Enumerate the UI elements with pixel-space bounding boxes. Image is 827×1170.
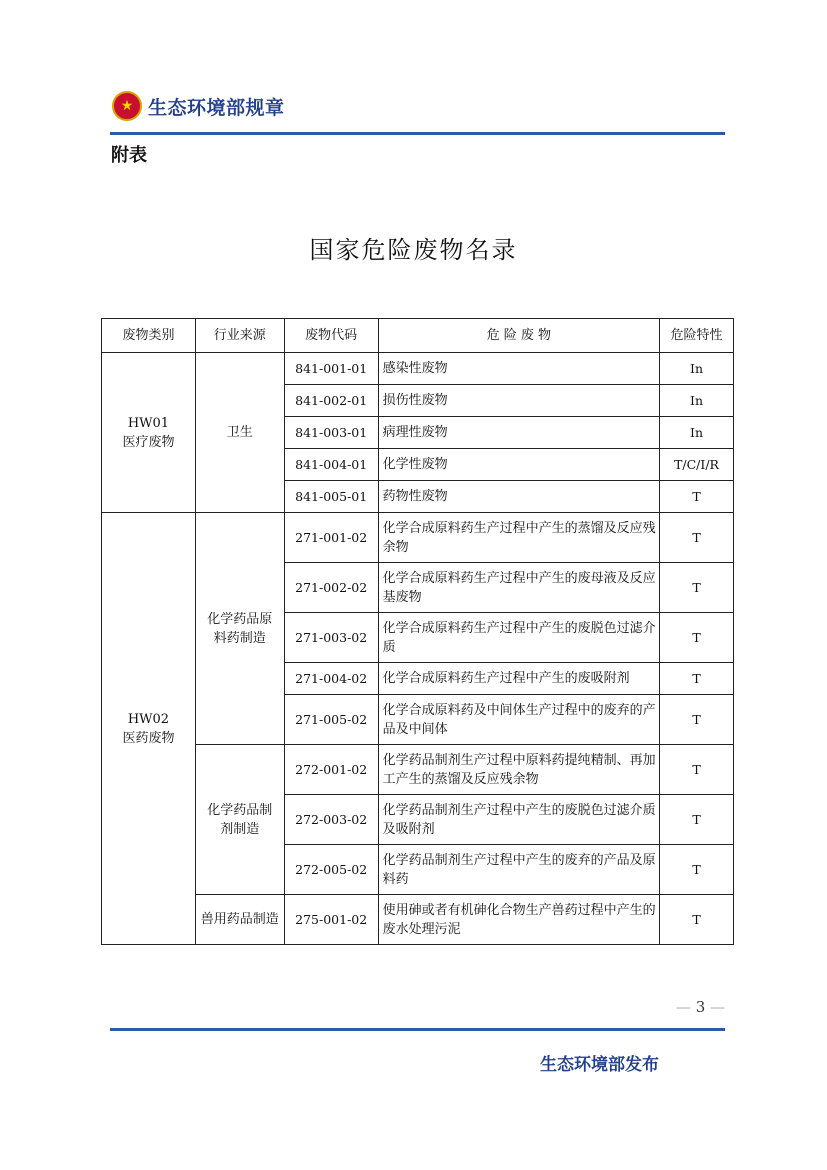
- waste-description-cell: 感染性废物: [378, 353, 659, 385]
- table-row: [102, 353, 734, 385]
- table-row: [102, 895, 734, 945]
- waste-code-cell: 272-001-02: [284, 745, 378, 795]
- footer-publisher: 生态环境部发布: [540, 1055, 659, 1075]
- industry-source-cell: [195, 513, 284, 745]
- industry-source-line: 剂制造: [220, 821, 260, 837]
- waste-description-cell: 化学合成原料药及中间体生产过程中的废弃的产品及中间体: [378, 695, 659, 745]
- hazard-property-cell: T: [660, 481, 734, 513]
- waste-code-cell: 271-005-02: [284, 695, 378, 745]
- hazard-property-cell: In: [660, 417, 734, 449]
- hazard-property-cell: T: [660, 745, 734, 795]
- waste-category-line: 医疗废物: [122, 434, 175, 450]
- waste-description-cell: 化学药品制剂生产过程中产生的废弃的产品及原料药: [378, 845, 659, 895]
- hazard-property-cell: T: [660, 795, 734, 845]
- waste-category-cell: [102, 353, 196, 513]
- table-row: [102, 745, 734, 795]
- industry-source-line: 化学药品原: [207, 611, 273, 627]
- waste-code-cell: 841-004-01: [284, 449, 378, 481]
- table-header-row: [102, 319, 734, 353]
- waste-description-cell: 病理性废物: [378, 417, 659, 449]
- hazard-property-cell: T: [660, 895, 734, 945]
- waste-description-cell: 损伤性废物: [378, 385, 659, 417]
- waste-description-cell: 化学药品制剂生产过程中原料药提纯精制、再加工产生的蒸馏及反应残余物: [378, 745, 659, 795]
- waste-code-cell: 841-003-01: [284, 417, 378, 449]
- waste-description-cell: 药物性废物: [378, 481, 659, 513]
- waste-category-line: 医药废物: [122, 730, 175, 746]
- waste-code-cell: 271-001-02: [284, 513, 378, 563]
- header-waste-code: 废物代码: [284, 319, 378, 353]
- waste-description-cell: 化学合成原料药生产过程中产生的废脱色过滤介质: [378, 613, 659, 663]
- waste-description-cell: 化学合成原料药生产过程中产生的废母液及反应基废物: [378, 563, 659, 613]
- table-row: [102, 513, 734, 563]
- waste-code-cell: 271-004-02: [284, 663, 378, 695]
- header-title: 生态环境部规章: [148, 96, 285, 119]
- header-hazardous-waste: 危 险 废 物: [378, 319, 659, 353]
- page-number: — 3 —: [676, 998, 726, 1016]
- hazard-property-cell: T/C/I/R: [660, 449, 734, 481]
- industry-source-line: 化学药品制: [207, 802, 273, 818]
- industry-source-line: 卫生: [226, 425, 253, 440]
- waste-code-cell: 271-003-02: [284, 613, 378, 663]
- hazard-property-cell: In: [660, 385, 734, 417]
- waste-description-cell: 化学合成原料药生产过程中产生的废吸附剂: [378, 663, 659, 695]
- industry-source-line: 料药制造: [213, 630, 266, 646]
- waste-code-cell: 841-001-01: [284, 353, 378, 385]
- hazardous-waste-table: [101, 318, 734, 945]
- footer-divider: [110, 1028, 725, 1031]
- header-divider: [110, 132, 725, 135]
- appendix-label: 附表: [111, 145, 147, 166]
- document-title: 国家危险废物名录: [309, 236, 518, 264]
- industry-source-cell: [195, 895, 284, 945]
- waste-code-cell: 275-001-02: [284, 895, 378, 945]
- industry-source-line: 兽用药品制造: [200, 912, 279, 927]
- waste-code-cell: 272-005-02: [284, 845, 378, 895]
- waste-code-cell: 841-002-01: [284, 385, 378, 417]
- waste-description-cell: 化学性废物: [378, 449, 659, 481]
- hazard-property-cell: T: [660, 845, 734, 895]
- header-industry-source: 行业来源: [195, 319, 284, 353]
- hazard-property-cell: In: [660, 353, 734, 385]
- industry-source-cell: [195, 745, 284, 895]
- waste-category-line: HW02: [127, 711, 170, 727]
- header-waste-category: 废物类别: [102, 319, 196, 353]
- national-emblem-icon: ★: [112, 91, 142, 121]
- hazard-property-cell: T: [660, 695, 734, 745]
- waste-code-cell: 272-003-02: [284, 795, 378, 845]
- hazard-property-cell: T: [660, 613, 734, 663]
- waste-description-cell: 化学合成原料药生产过程中产生的蒸馏及反应残余物: [378, 513, 659, 563]
- waste-code-cell: 271-002-02: [284, 563, 378, 613]
- page-header: [112, 88, 285, 124]
- industry-source-cell: [195, 353, 284, 513]
- waste-category-line: HW01: [127, 415, 170, 431]
- hazard-property-cell: T: [660, 563, 734, 613]
- hazard-property-cell: T: [660, 513, 734, 563]
- waste-code-cell: 841-005-01: [284, 481, 378, 513]
- waste-description-cell: 化学药品制剂生产过程中产生的废脱色过滤介质及吸附剂: [378, 795, 659, 845]
- hazard-property-cell: T: [660, 663, 734, 695]
- waste-category-cell: [102, 513, 196, 945]
- waste-description-cell: 使用砷或者有机砷化合物生产兽药过程中产生的废水处理污泥: [378, 895, 659, 945]
- header-hazard-property: 危险特性: [660, 319, 734, 353]
